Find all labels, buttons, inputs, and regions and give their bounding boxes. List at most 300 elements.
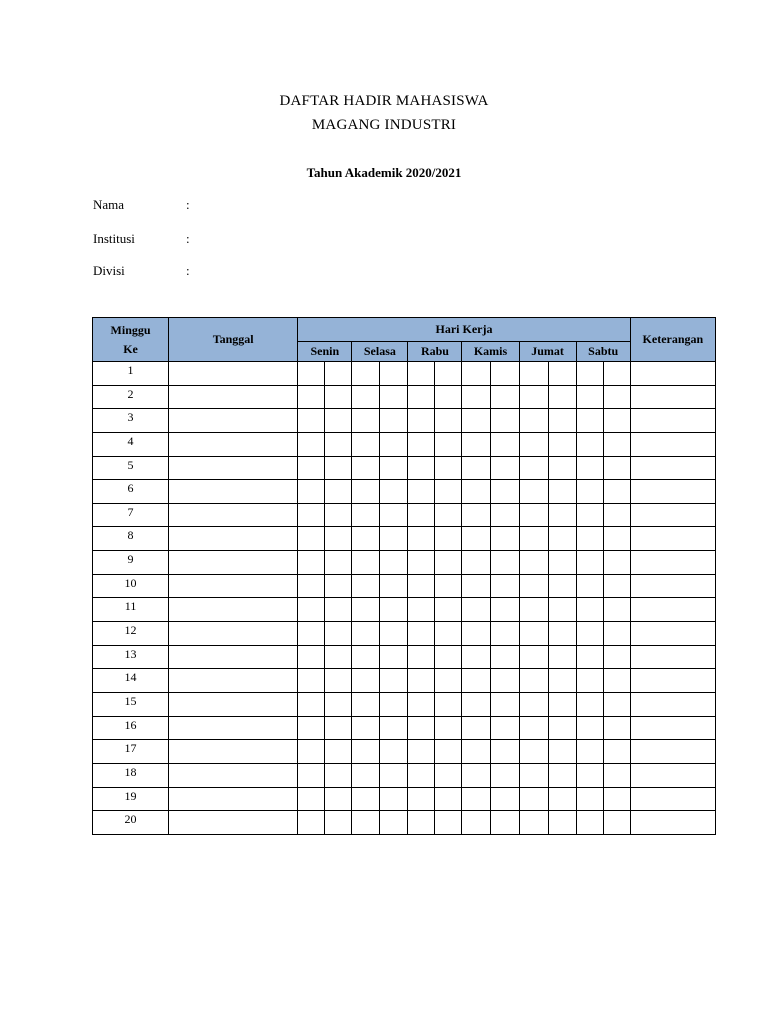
keterangan-cell[interactable] <box>630 645 715 669</box>
keterangan-cell[interactable] <box>630 409 715 433</box>
day-check-cell[interactable] <box>408 503 435 527</box>
day-check-cell[interactable] <box>325 362 352 386</box>
tanggal-cell[interactable] <box>169 740 298 764</box>
day-check-cell[interactable] <box>380 645 408 669</box>
day-check-cell[interactable] <box>462 763 490 787</box>
day-check-cell[interactable] <box>576 787 603 811</box>
tanggal-cell[interactable] <box>169 551 298 575</box>
day-check-cell[interactable] <box>325 622 352 646</box>
day-check-cell[interactable] <box>462 574 490 598</box>
day-check-cell[interactable] <box>462 362 490 386</box>
day-check-cell[interactable] <box>298 645 325 669</box>
tanggal-cell[interactable] <box>169 622 298 646</box>
day-check-cell[interactable] <box>298 669 325 693</box>
day-check-cell[interactable] <box>408 551 435 575</box>
tanggal-cell[interactable] <box>169 385 298 409</box>
tanggal-cell[interactable] <box>169 763 298 787</box>
day-check-cell[interactable] <box>603 527 630 551</box>
day-check-cell[interactable] <box>325 740 352 764</box>
day-check-cell[interactable] <box>576 456 603 480</box>
day-check-cell[interactable] <box>408 740 435 764</box>
day-check-cell[interactable] <box>462 716 490 740</box>
day-check-cell[interactable] <box>603 763 630 787</box>
day-check-cell[interactable] <box>576 480 603 504</box>
field-label-institusi: Institusi <box>93 231 135 246</box>
tanggal-cell[interactable] <box>169 669 298 693</box>
day-check-cell[interactable] <box>435 432 462 456</box>
day-check-cell[interactable] <box>519 574 548 598</box>
day-check-cell[interactable] <box>435 669 462 693</box>
day-check-cell[interactable] <box>490 716 519 740</box>
day-check-cell[interactable] <box>408 622 435 646</box>
day-check-cell[interactable] <box>490 432 519 456</box>
day-check-cell[interactable] <box>435 787 462 811</box>
day-check-cell[interactable] <box>548 362 576 386</box>
tanggal-cell[interactable] <box>169 409 298 433</box>
day-check-cell[interactable] <box>408 574 435 598</box>
day-check-cell[interactable] <box>435 480 462 504</box>
day-check-cell[interactable] <box>576 716 603 740</box>
day-check-cell[interactable] <box>519 692 548 716</box>
day-check-cell[interactable] <box>548 527 576 551</box>
table-row <box>93 598 716 622</box>
day-check-cell[interactable] <box>576 574 603 598</box>
header-day-kamis: Kamis <box>462 342 519 362</box>
table-row <box>93 740 716 764</box>
header-keterangan: Keterangan <box>630 318 715 362</box>
day-check-cell[interactable] <box>490 669 519 693</box>
day-check-cell[interactable] <box>519 763 548 787</box>
week-number: 13 <box>93 645 169 669</box>
day-check-cell[interactable] <box>519 480 548 504</box>
day-check-cell[interactable] <box>352 574 380 598</box>
day-check-cell[interactable] <box>435 692 462 716</box>
day-check-cell[interactable] <box>603 574 630 598</box>
day-check-cell[interactable] <box>298 503 325 527</box>
day-check-cell[interactable] <box>519 622 548 646</box>
day-check-cell[interactable] <box>298 574 325 598</box>
day-check-cell[interactable] <box>325 645 352 669</box>
day-check-cell[interactable] <box>298 362 325 386</box>
keterangan-cell[interactable] <box>630 622 715 646</box>
keterangan-cell[interactable] <box>630 574 715 598</box>
day-check-cell[interactable] <box>603 551 630 575</box>
day-check-cell[interactable] <box>325 456 352 480</box>
day-check-cell[interactable] <box>519 432 548 456</box>
keterangan-cell[interactable] <box>630 385 715 409</box>
week-number: 14 <box>93 669 169 693</box>
day-check-cell[interactable] <box>408 763 435 787</box>
day-check-cell[interactable] <box>576 763 603 787</box>
day-check-cell[interactable] <box>462 740 490 764</box>
day-check-cell[interactable] <box>603 598 630 622</box>
day-check-cell[interactable] <box>603 362 630 386</box>
day-check-cell[interactable] <box>352 716 380 740</box>
day-check-cell[interactable] <box>603 385 630 409</box>
day-check-cell[interactable] <box>462 385 490 409</box>
day-check-cell[interactable] <box>490 456 519 480</box>
day-check-cell[interactable] <box>325 503 352 527</box>
day-check-cell[interactable] <box>298 763 325 787</box>
day-check-cell[interactable] <box>462 432 490 456</box>
week-number: 10 <box>93 574 169 598</box>
day-check-cell[interactable] <box>408 787 435 811</box>
day-check-cell[interactable] <box>490 811 519 835</box>
day-check-cell[interactable] <box>435 456 462 480</box>
day-check-cell[interactable] <box>325 669 352 693</box>
day-check-cell[interactable] <box>298 598 325 622</box>
day-check-cell[interactable] <box>408 669 435 693</box>
day-check-cell[interactable] <box>548 574 576 598</box>
day-check-cell[interactable] <box>380 574 408 598</box>
day-check-cell[interactable] <box>435 716 462 740</box>
day-check-cell[interactable] <box>408 645 435 669</box>
day-check-cell[interactable] <box>519 385 548 409</box>
keterangan-cell[interactable] <box>630 503 715 527</box>
day-check-cell[interactable] <box>408 692 435 716</box>
day-check-cell[interactable] <box>519 409 548 433</box>
day-check-cell[interactable] <box>352 480 380 504</box>
day-check-cell[interactable] <box>352 385 380 409</box>
day-check-cell[interactable] <box>380 763 408 787</box>
week-number: 4 <box>93 432 169 456</box>
tanggal-cell[interactable] <box>169 527 298 551</box>
header-day-senin: Senin <box>298 342 352 362</box>
day-check-cell[interactable] <box>435 527 462 551</box>
day-check-cell[interactable] <box>490 409 519 433</box>
day-check-cell[interactable] <box>298 409 325 433</box>
day-check-cell[interactable] <box>380 551 408 575</box>
day-check-cell[interactable] <box>603 622 630 646</box>
day-check-cell[interactable] <box>548 503 576 527</box>
day-check-cell[interactable] <box>408 385 435 409</box>
day-check-cell[interactable] <box>435 598 462 622</box>
day-check-cell[interactable] <box>519 598 548 622</box>
day-check-cell[interactable] <box>380 362 408 386</box>
day-check-cell[interactable] <box>298 480 325 504</box>
day-check-cell[interactable] <box>380 811 408 835</box>
tanggal-cell[interactable] <box>169 456 298 480</box>
day-check-cell[interactable] <box>325 787 352 811</box>
day-check-cell[interactable] <box>548 551 576 575</box>
day-check-cell[interactable] <box>325 574 352 598</box>
day-check-cell[interactable] <box>352 551 380 575</box>
day-check-cell[interactable] <box>435 622 462 646</box>
day-check-cell[interactable] <box>576 622 603 646</box>
day-check-cell[interactable] <box>325 527 352 551</box>
day-check-cell[interactable] <box>435 551 462 575</box>
day-check-cell[interactable] <box>490 480 519 504</box>
day-check-cell[interactable] <box>462 527 490 551</box>
day-check-cell[interactable] <box>490 740 519 764</box>
day-check-cell[interactable] <box>408 598 435 622</box>
day-check-cell[interactable] <box>576 432 603 456</box>
keterangan-cell[interactable] <box>630 692 715 716</box>
title-line-2: MAGANG INDUSTRI <box>311 117 457 133</box>
day-check-cell[interactable] <box>380 385 408 409</box>
day-check-cell[interactable] <box>408 811 435 835</box>
day-check-cell[interactable] <box>603 692 630 716</box>
day-check-cell[interactable] <box>519 527 548 551</box>
day-check-cell[interactable] <box>519 811 548 835</box>
day-check-cell[interactable] <box>519 503 548 527</box>
keterangan-cell[interactable] <box>630 362 715 386</box>
day-check-cell[interactable] <box>519 787 548 811</box>
day-check-cell[interactable] <box>298 692 325 716</box>
day-check-cell[interactable] <box>576 385 603 409</box>
day-check-cell[interactable] <box>408 432 435 456</box>
day-check-cell[interactable] <box>435 645 462 669</box>
day-check-cell[interactable] <box>325 692 352 716</box>
day-check-cell[interactable] <box>352 787 380 811</box>
day-check-cell[interactable] <box>435 811 462 835</box>
day-check-cell[interactable] <box>435 740 462 764</box>
day-check-cell[interactable] <box>408 527 435 551</box>
keterangan-cell[interactable] <box>630 527 715 551</box>
day-check-cell[interactable] <box>603 480 630 504</box>
day-check-cell[interactable] <box>435 574 462 598</box>
day-check-cell[interactable] <box>408 456 435 480</box>
day-check-cell[interactable] <box>490 692 519 716</box>
day-check-cell[interactable] <box>380 598 408 622</box>
day-check-cell[interactable] <box>490 527 519 551</box>
day-check-cell[interactable] <box>576 527 603 551</box>
day-check-cell[interactable] <box>490 362 519 386</box>
day-check-cell[interactable] <box>462 669 490 693</box>
day-check-cell[interactable] <box>576 811 603 835</box>
day-check-cell[interactable] <box>352 432 380 456</box>
day-check-cell[interactable] <box>519 456 548 480</box>
day-check-cell[interactable] <box>352 811 380 835</box>
day-check-cell[interactable] <box>603 740 630 764</box>
day-check-cell[interactable] <box>548 692 576 716</box>
day-check-cell[interactable] <box>490 574 519 598</box>
tanggal-cell[interactable] <box>169 480 298 504</box>
day-check-cell[interactable] <box>352 456 380 480</box>
day-check-cell[interactable] <box>435 503 462 527</box>
day-check-cell[interactable] <box>380 692 408 716</box>
day-check-cell[interactable] <box>325 716 352 740</box>
day-check-cell[interactable] <box>603 645 630 669</box>
day-check-cell[interactable] <box>325 551 352 575</box>
tanggal-cell[interactable] <box>169 716 298 740</box>
day-check-cell[interactable] <box>298 787 325 811</box>
day-check-cell[interactable] <box>548 740 576 764</box>
tanggal-cell[interactable] <box>169 811 298 835</box>
day-check-cell[interactable] <box>325 811 352 835</box>
day-check-cell[interactable] <box>548 480 576 504</box>
day-check-cell[interactable] <box>603 669 630 693</box>
day-check-cell[interactable] <box>298 811 325 835</box>
day-check-cell[interactable] <box>462 409 490 433</box>
day-check-cell[interactable] <box>352 503 380 527</box>
day-check-cell[interactable] <box>408 480 435 504</box>
day-check-cell[interactable] <box>352 740 380 764</box>
keterangan-cell[interactable] <box>630 598 715 622</box>
day-check-cell[interactable] <box>576 362 603 386</box>
day-check-cell[interactable] <box>519 669 548 693</box>
day-check-cell[interactable] <box>352 645 380 669</box>
day-check-cell[interactable] <box>576 503 603 527</box>
day-check-cell[interactable] <box>352 527 380 551</box>
day-check-cell[interactable] <box>435 763 462 787</box>
tanggal-cell[interactable] <box>169 574 298 598</box>
day-check-cell[interactable] <box>576 551 603 575</box>
tanggal-cell[interactable] <box>169 503 298 527</box>
tanggal-cell[interactable] <box>169 787 298 811</box>
keterangan-cell[interactable] <box>630 740 715 764</box>
header-day-rabu: Rabu <box>408 342 462 362</box>
day-check-cell[interactable] <box>519 740 548 764</box>
attendance-table <box>92 317 716 835</box>
day-check-cell[interactable] <box>298 716 325 740</box>
keterangan-cell[interactable] <box>630 551 715 575</box>
tanggal-cell[interactable] <box>169 645 298 669</box>
day-check-cell[interactable] <box>325 385 352 409</box>
day-check-cell[interactable] <box>576 598 603 622</box>
table-row <box>93 716 716 740</box>
day-check-cell[interactable] <box>380 480 408 504</box>
day-check-cell[interactable] <box>380 456 408 480</box>
day-check-cell[interactable] <box>408 362 435 386</box>
day-check-cell[interactable] <box>548 811 576 835</box>
table-row <box>93 385 716 409</box>
day-check-cell[interactable] <box>603 432 630 456</box>
day-check-cell[interactable] <box>408 716 435 740</box>
day-check-cell[interactable] <box>462 692 490 716</box>
day-check-cell[interactable] <box>380 716 408 740</box>
day-check-cell[interactable] <box>603 811 630 835</box>
day-check-cell[interactable] <box>548 763 576 787</box>
day-check-cell[interactable] <box>298 551 325 575</box>
tanggal-cell[interactable] <box>169 598 298 622</box>
day-check-cell[interactable] <box>325 432 352 456</box>
keterangan-cell[interactable] <box>630 480 715 504</box>
keterangan-cell[interactable] <box>630 716 715 740</box>
day-check-cell[interactable] <box>380 622 408 646</box>
day-check-cell[interactable] <box>380 432 408 456</box>
header-hari-kerja: Hari Kerja <box>298 318 630 342</box>
day-check-cell[interactable] <box>490 385 519 409</box>
day-check-cell[interactable] <box>548 669 576 693</box>
day-check-cell[interactable] <box>519 716 548 740</box>
day-check-cell[interactable] <box>576 409 603 433</box>
day-check-cell[interactable] <box>352 409 380 433</box>
day-check-cell[interactable] <box>380 503 408 527</box>
day-check-cell[interactable] <box>603 409 630 433</box>
day-check-cell[interactable] <box>519 645 548 669</box>
day-check-cell[interactable] <box>462 787 490 811</box>
day-check-cell[interactable] <box>548 622 576 646</box>
tanggal-cell[interactable] <box>169 362 298 386</box>
day-check-cell[interactable] <box>490 598 519 622</box>
tanggal-cell[interactable] <box>169 432 298 456</box>
keterangan-cell[interactable] <box>630 669 715 693</box>
day-check-cell[interactable] <box>462 645 490 669</box>
keterangan-cell[interactable] <box>630 456 715 480</box>
day-check-cell[interactable] <box>490 645 519 669</box>
day-check-cell[interactable] <box>603 456 630 480</box>
day-check-cell[interactable] <box>576 740 603 764</box>
day-check-cell[interactable] <box>380 669 408 693</box>
keterangan-cell[interactable] <box>630 811 715 835</box>
day-check-cell[interactable] <box>519 551 548 575</box>
day-check-cell[interactable] <box>352 763 380 787</box>
week-number: 11 <box>93 598 169 622</box>
day-check-cell[interactable] <box>548 787 576 811</box>
day-check-cell[interactable] <box>490 622 519 646</box>
day-check-cell[interactable] <box>576 669 603 693</box>
day-check-cell[interactable] <box>603 787 630 811</box>
day-check-cell[interactable] <box>352 669 380 693</box>
day-check-cell[interactable] <box>325 480 352 504</box>
day-check-cell[interactable] <box>298 527 325 551</box>
day-check-cell[interactable] <box>462 551 490 575</box>
day-check-cell[interactable] <box>380 740 408 764</box>
keterangan-cell[interactable] <box>630 787 715 811</box>
day-check-cell[interactable] <box>462 811 490 835</box>
day-check-cell[interactable] <box>548 456 576 480</box>
day-check-cell[interactable] <box>298 432 325 456</box>
day-check-cell[interactable] <box>325 763 352 787</box>
tanggal-cell[interactable] <box>169 692 298 716</box>
day-check-cell[interactable] <box>462 622 490 646</box>
day-check-cell[interactable] <box>325 598 352 622</box>
day-check-cell[interactable] <box>380 787 408 811</box>
day-check-cell[interactable] <box>490 763 519 787</box>
day-check-cell[interactable] <box>519 362 548 386</box>
day-check-cell[interactable] <box>408 409 435 433</box>
day-check-cell[interactable] <box>548 432 576 456</box>
day-check-cell[interactable] <box>548 716 576 740</box>
day-check-cell[interactable] <box>298 622 325 646</box>
day-check-cell[interactable] <box>352 362 380 386</box>
day-check-cell[interactable] <box>462 480 490 504</box>
day-check-cell[interactable] <box>490 503 519 527</box>
day-check-cell[interactable] <box>325 409 352 433</box>
day-check-cell[interactable] <box>435 362 462 386</box>
table-row <box>93 692 716 716</box>
day-check-cell[interactable] <box>352 622 380 646</box>
day-check-cell[interactable] <box>462 503 490 527</box>
day-check-cell[interactable] <box>380 527 408 551</box>
day-check-cell[interactable] <box>435 385 462 409</box>
day-check-cell[interactable] <box>380 409 408 433</box>
day-check-cell[interactable] <box>352 692 380 716</box>
day-check-cell[interactable] <box>298 456 325 480</box>
week-number: 7 <box>93 503 169 527</box>
day-check-cell[interactable] <box>462 598 490 622</box>
day-check-cell[interactable] <box>576 692 603 716</box>
keterangan-cell[interactable] <box>630 763 715 787</box>
day-check-cell[interactable] <box>462 456 490 480</box>
keterangan-cell[interactable] <box>630 432 715 456</box>
day-check-cell[interactable] <box>490 787 519 811</box>
day-check-cell[interactable] <box>548 598 576 622</box>
day-check-cell[interactable] <box>548 385 576 409</box>
day-check-cell[interactable] <box>435 409 462 433</box>
day-check-cell[interactable] <box>490 551 519 575</box>
header-minggu-label: Minggu <box>110 322 151 337</box>
day-check-cell[interactable] <box>298 740 325 764</box>
day-check-cell[interactable] <box>548 645 576 669</box>
day-check-cell[interactable] <box>548 409 576 433</box>
day-check-cell[interactable] <box>603 716 630 740</box>
day-check-cell[interactable] <box>576 645 603 669</box>
day-check-cell[interactable] <box>298 385 325 409</box>
day-check-cell[interactable] <box>352 598 380 622</box>
day-check-cell[interactable] <box>603 503 630 527</box>
